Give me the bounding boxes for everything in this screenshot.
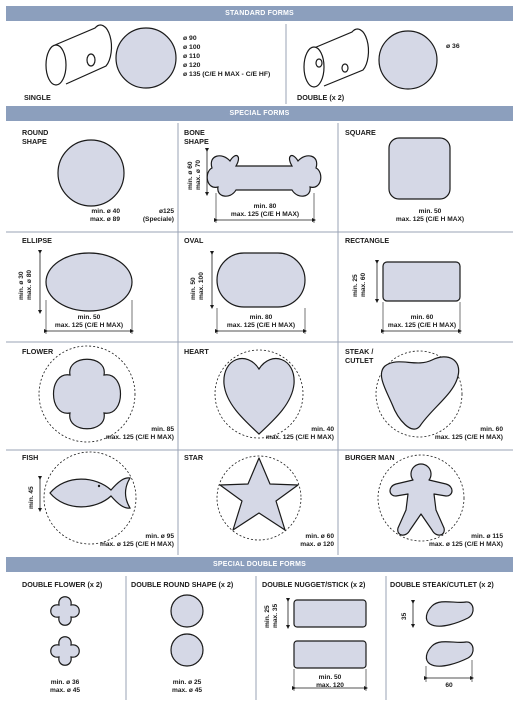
double-steak-height-dimension: 35 (401, 612, 408, 620)
ellipse-label: ELLIPSE (22, 236, 52, 245)
fish-shape (40, 452, 136, 544)
bone-height-dimension: min. ø 60 max. ø 70 (187, 159, 202, 190)
double-flower-shape (51, 597, 80, 666)
fish-dimensions: min. ø 95 max. ø 125 (C/E H MAX) (99, 533, 174, 548)
double-nugget-height-dimension: min. 25 max. 35 (264, 603, 279, 628)
heart-shape (215, 350, 303, 438)
steak-shape (376, 351, 462, 437)
section-header-special-forms: SPECIAL FORMS (6, 106, 513, 121)
oval-label: OVAL (184, 236, 204, 245)
double-nugget-label: DOUBLE NUGGET/STICK (x 2) (262, 580, 366, 589)
double-flower-dimensions: min. ø 36 max. ø 45 (49, 679, 81, 694)
bone-width-dimension: min. 80 max. 125 (C/E H MAX) (230, 203, 300, 218)
double-cylinder-shape (304, 29, 368, 87)
oval-width-dimension: min. 80 max. 125 (C/E H MAX) (226, 314, 296, 329)
double-flower-label: DOUBLE FLOWER (x 2) (22, 580, 103, 589)
fish-label: FISH (22, 453, 39, 462)
round-special-size: ø125 (Speciale) (142, 208, 174, 223)
rectangle-height-dimension: min. 25 max. 60 (352, 272, 367, 297)
flower-dimensions: min. 85 max. 125 (C/E H MAX) (105, 426, 174, 441)
square-label: SQUARE (345, 128, 376, 137)
star-label: STAR (184, 453, 204, 462)
ellipse-width-dimension: min. 50 max. 125 (C/E H MAX) (54, 314, 124, 329)
flower-label: FLOWER (22, 347, 54, 356)
burger-man-label: BURGER MAN (345, 453, 395, 462)
single-label: SINGLE (24, 93, 51, 102)
double-round-label: DOUBLE ROUND SHAPE (x 2) (131, 580, 234, 589)
square-dimensions: min. 50 max. 125 (C/E H MAX) (395, 208, 465, 223)
oval-height-dimension: min. 50 max. 100 (190, 272, 205, 300)
double-round-circles (171, 595, 203, 666)
heart-dimensions: min. 40 max. 125 (C/E H MAX) (265, 426, 334, 441)
double-steak-label: DOUBLE STEAK/CUTLET (x 2) (390, 580, 494, 589)
round-label: ROUND SHAPE (22, 128, 49, 146)
single-cylinder-shape (46, 25, 111, 85)
double-label: DOUBLE (x 2) (297, 93, 345, 102)
burger-man-shape (378, 455, 464, 541)
section-header-standard-forms: STANDARD FORMS (6, 6, 513, 21)
section-header-special-double-forms: SPECIAL DOUBLE FORMS (6, 557, 513, 572)
fish-height-dimension: min. 45 (28, 486, 35, 509)
rectangle-width-dimension: min. 60 max. 125 (C/E H MAX) (387, 314, 457, 329)
ellipse-height-dimension: min. ø 30 max. ø 80 (18, 269, 33, 300)
heart-label: HEART (184, 347, 209, 356)
double-size: ø 36 (446, 43, 460, 50)
star-shape (217, 456, 301, 540)
round-dimensions: min. ø 40 max. ø 89 (89, 208, 120, 223)
single-round-shape (116, 28, 176, 88)
round-shape (58, 140, 124, 206)
double-round-dimensions: min. ø 25 max. ø 45 (171, 679, 203, 694)
rectangle-label: RECTANGLE (345, 236, 390, 245)
double-nugget-width-dimension: min. 50 max. 120 (316, 674, 344, 689)
burger-man-dimensions: min. ø 115 max. ø 125 (C/E H MAX) (428, 533, 503, 548)
single-sizes: ø 90 ø 100 ø 110 ø 120 ø 135 (C/E H MAX - C/E HF) (183, 35, 271, 78)
double-round-shape (379, 31, 437, 89)
double-steak-shape (413, 602, 473, 682)
steak-label: STEAK / CUTLET (345, 347, 374, 365)
star-dimensions: min. ø 60 max. ø 120 (300, 533, 334, 548)
square-shape (389, 138, 450, 199)
bone-label: BONE SHAPE (184, 128, 209, 146)
steak-dimensions: min. 60 max. 125 (C/E H MAX) (434, 426, 503, 441)
double-steak-width-dimension: 60 (445, 682, 453, 689)
